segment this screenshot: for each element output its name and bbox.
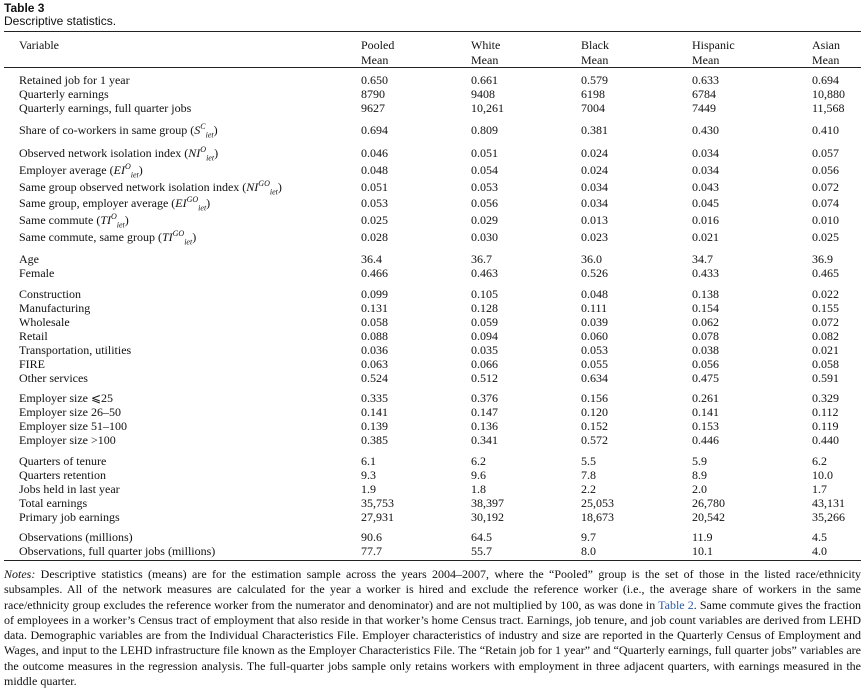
column-header-sublabel: Mean — [581, 53, 609, 67]
white-value: 36.7 — [471, 252, 492, 266]
table-row — [0, 179, 865, 197]
table-row — [0, 266, 865, 280]
row-label: Employer size 51–100 — [19, 419, 127, 433]
asian-value: 0.329 — [812, 391, 839, 405]
column-header-label: Hispanic — [692, 38, 735, 52]
table-row — [0, 162, 865, 180]
table-row — [0, 212, 865, 230]
black-value: 0.023 — [581, 230, 608, 244]
row-label: Employer average $(EI^O_{iet})$ — [19, 162, 143, 180]
pooled-value: 6.1 — [361, 454, 376, 468]
white-value: 0.066 — [471, 357, 498, 371]
table-row — [0, 229, 865, 247]
asian-value: 1.7 — [812, 482, 827, 496]
black-value: 0.152 — [581, 419, 608, 433]
pooled-value: 0.099 — [361, 287, 388, 301]
black-value: 36.0 — [581, 252, 602, 266]
math-symbol: $S^C_{iet}$ — [194, 122, 214, 140]
pooled-value: 0.048 — [361, 163, 388, 177]
row-label: Employer size ⩽25 — [19, 391, 114, 405]
pooled-value: 77.7 — [361, 544, 382, 558]
table-row — [0, 73, 865, 87]
table-caption: Descriptive statistics. — [4, 14, 117, 28]
row-label: Same group observed network isolation index $(NI^{GO}_{iet})$ — [19, 179, 282, 197]
white-value: 1.8 — [471, 482, 486, 496]
white-value: 64.5 — [471, 530, 492, 544]
asian-value: 0.057 — [812, 146, 839, 160]
white-value: 0.029 — [471, 213, 498, 227]
pooled-value: 0.650 — [361, 73, 388, 87]
hispanic-value: 0.446 — [692, 433, 719, 447]
hispanic-value: 0.633 — [692, 73, 719, 87]
row-label: Quarters retention — [19, 468, 106, 482]
white-value: 0.030 — [471, 230, 498, 244]
row-label: Quarters of tenure — [19, 454, 107, 468]
hispanic-value: 5.9 — [692, 454, 707, 468]
table-row — [0, 357, 865, 371]
column-header-sublabel: Mean — [692, 53, 720, 67]
row-label: Age — [19, 252, 39, 266]
white-value: 9.6 — [471, 468, 486, 482]
notes-text-continued: . Same commute gives the fraction of employees in a worker’s Census tract of employment that also reside in that worker’s home Census tract. Earnings, job tenure, and job count variables are derived from LEHD data. Demographic variables are from the Individual Characteristics File. Employer characteristics of industry and size are reported in the Quarterly Census of Employment and Wages, and input to the LEHD infrastructure file known as the Employer Characteristics File. The “Retain job for 1 year” and “Quarterly earnings, full quarter jobs” variables are the outcome measures in the regression analysis. The full-quarter jobs sample only retains workers with employment in three adjacent quarters, with earnings measured in the middle quarter. — [4, 597, 861, 689]
black-value: 7004 — [581, 101, 605, 115]
pooled-value: 0.036 — [361, 343, 388, 357]
notes-lead: Notes: — [4, 567, 36, 581]
column-header-black — [581, 38, 609, 68]
pooled-value: 0.051 — [361, 180, 388, 194]
table-row — [0, 433, 865, 447]
black-value: 0.156 — [581, 391, 608, 405]
black-value: 0.526 — [581, 266, 608, 280]
hispanic-value: 0.141 — [692, 405, 719, 419]
row-label: Same commute, same group $(TI^{GO}_{iet})$ — [19, 229, 197, 247]
row-label: Observed network isolation index $(NI^O_{iet})$ — [19, 145, 219, 163]
row-label: Observations, full quarter jobs (millions) — [19, 544, 216, 558]
pooled-value: 27,931 — [361, 510, 394, 524]
row-label: Construction — [19, 287, 81, 301]
pooled-value: 0.025 — [361, 213, 388, 227]
pooled-value: 8790 — [361, 87, 385, 101]
column-header-label: Black — [581, 38, 609, 52]
table-row — [0, 468, 865, 482]
table-row — [0, 301, 865, 315]
table-row — [0, 419, 865, 433]
asian-value: 0.072 — [812, 180, 839, 194]
hispanic-value: 6784 — [692, 87, 716, 101]
asian-value: 0.022 — [812, 287, 839, 301]
pooled-value: 1.9 — [361, 482, 376, 496]
asian-value: 0.155 — [812, 301, 839, 315]
table-row — [0, 530, 865, 544]
pooled-value: 0.335 — [361, 391, 388, 405]
hispanic-value: 0.016 — [692, 213, 719, 227]
white-value: 0.809 — [471, 123, 498, 137]
black-value: 0.053 — [581, 343, 608, 357]
asian-value: 10,880 — [812, 87, 845, 101]
asian-value: 0.591 — [812, 371, 839, 385]
white-value: 0.035 — [471, 343, 498, 357]
black-value: 0.060 — [581, 329, 608, 343]
white-value: 30,192 — [471, 510, 504, 524]
row-label: Total earnings — [19, 496, 88, 510]
hispanic-value: 0.475 — [692, 371, 719, 385]
column-header-pooled — [361, 38, 394, 68]
white-value: 0.056 — [471, 196, 498, 210]
white-value: 0.105 — [471, 287, 498, 301]
table-label: Table 3 — [4, 1, 45, 15]
white-value: 55.7 — [471, 544, 492, 558]
black-value: 0.034 — [581, 196, 608, 210]
asian-value: 0.465 — [812, 266, 839, 280]
black-value: 0.579 — [581, 73, 608, 87]
hispanic-value: 20,542 — [692, 510, 725, 524]
column-header-variable — [19, 38, 59, 53]
black-value: 8.0 — [581, 544, 596, 558]
pooled-value: 90.6 — [361, 530, 382, 544]
asian-value: 0.074 — [812, 196, 839, 210]
pooled-value: 0.058 — [361, 315, 388, 329]
hispanic-value: 10.1 — [692, 544, 713, 558]
column-header-label: Asian — [812, 38, 840, 52]
white-value: 0.051 — [471, 146, 498, 160]
hispanic-value: 7449 — [692, 101, 716, 115]
asian-value: 36.9 — [812, 252, 833, 266]
black-value: 0.572 — [581, 433, 608, 447]
column-header-label: Pooled — [361, 38, 395, 52]
black-value: 0.039 — [581, 315, 608, 329]
black-value: 0.120 — [581, 405, 608, 419]
hispanic-value: 34.7 — [692, 252, 713, 266]
column-header-sublabel: Mean — [471, 53, 499, 67]
math-symbol: $NI^{GO}_{iet}$ — [246, 179, 278, 197]
pooled-value: 0.063 — [361, 357, 388, 371]
hispanic-value: 0.038 — [692, 343, 719, 357]
top-rule — [4, 31, 861, 32]
asian-value: 10.0 — [812, 468, 833, 482]
row-label: Same commute $(TI^O_{iet})$ — [19, 212, 129, 230]
row-label: Wholesale — [19, 315, 70, 329]
table-row — [0, 371, 865, 385]
hispanic-value: 0.034 — [692, 163, 719, 177]
black-value: 0.024 — [581, 163, 608, 177]
asian-value: 0.021 — [812, 343, 839, 357]
column-header-label: White — [471, 38, 501, 52]
table-row — [0, 287, 865, 301]
table-row — [0, 329, 865, 343]
math-symbol: $TI^{GO}_{iet}$ — [161, 229, 193, 247]
table-row — [0, 87, 865, 101]
asian-value: 6.2 — [812, 454, 827, 468]
table-row — [0, 315, 865, 329]
pooled-value: 0.053 — [361, 196, 388, 210]
header-rule — [4, 67, 861, 68]
hispanic-value: 0.021 — [692, 230, 719, 244]
asian-value: 4.5 — [812, 530, 827, 544]
black-value: 6198 — [581, 87, 605, 101]
white-value: 6.2 — [471, 454, 486, 468]
table-row — [0, 454, 865, 468]
white-value: 0.059 — [471, 315, 498, 329]
pooled-value: 0.088 — [361, 329, 388, 343]
math-symbol: $TI^O_{iet}$ — [100, 212, 125, 230]
column-header-hispanic — [692, 38, 735, 68]
column-header-sublabel: Mean — [812, 53, 840, 67]
row-label: Female — [19, 266, 55, 280]
row-label: Same group, employer average $(EI^{GO}_{iet})$ — [19, 195, 211, 213]
pooled-value: 35,753 — [361, 496, 394, 510]
table-row — [0, 482, 865, 496]
black-value: 0.381 — [581, 123, 608, 137]
hispanic-value: 0.261 — [692, 391, 719, 405]
asian-value: 35,266 — [812, 510, 845, 524]
hispanic-value: 0.430 — [692, 123, 719, 137]
asian-value: 43,131 — [812, 496, 845, 510]
row-label: Jobs held in last year — [19, 482, 120, 496]
table-row — [0, 405, 865, 419]
asian-value: 0.082 — [812, 329, 839, 343]
hispanic-value: 0.062 — [692, 315, 719, 329]
asian-value: 0.056 — [812, 163, 839, 177]
white-value: 38,397 — [471, 496, 504, 510]
white-value: 0.376 — [471, 391, 498, 405]
pooled-value: 36.4 — [361, 252, 382, 266]
asian-value: 11,568 — [812, 101, 845, 115]
asian-value: 0.058 — [812, 357, 839, 371]
black-value: 0.024 — [581, 146, 608, 160]
table-row — [0, 544, 865, 558]
black-value: 0.048 — [581, 287, 608, 301]
asian-value: 0.072 — [812, 315, 839, 329]
black-value: 7.8 — [581, 468, 596, 482]
white-value: 0.147 — [471, 405, 498, 419]
asian-value: 0.112 — [812, 405, 839, 419]
white-value: 0.054 — [471, 163, 498, 177]
pooled-value: 0.524 — [361, 371, 388, 385]
white-value: 0.661 — [471, 73, 498, 87]
table-row — [0, 122, 865, 140]
table-row — [0, 343, 865, 357]
row-label: Employer size >100 — [19, 433, 116, 447]
white-value: 0.136 — [471, 419, 498, 433]
white-value: 9408 — [471, 87, 495, 101]
black-value: 2.2 — [581, 482, 596, 496]
asian-value: 0.440 — [812, 433, 839, 447]
row-label: FIRE — [19, 357, 46, 371]
notes-text: Descriptive statistics (means) are for the estimation sample across the years 2004–2007, where the “Pooled” group is the set of those in the listed race/ethnicity subsamples. All of the network measures are calculated for the year a worker is hired and exclude the reference worker (i.e., the average share of workers in the same race/ethnicity group excludes the reference worker from the numerator and denominator) and are not multiplied by 100, as was done in — [4, 567, 861, 612]
pooled-value: 0.028 — [361, 230, 388, 244]
row-label: Other services — [19, 371, 88, 385]
pooled-value: 0.046 — [361, 146, 388, 160]
black-value: 0.111 — [581, 301, 608, 315]
asian-value: 0.410 — [812, 123, 839, 137]
math-symbol: $NI^O_{iet}$ — [188, 145, 215, 163]
math-symbol: $EI^{GO}_{iet}$ — [175, 195, 207, 213]
black-value: 0.013 — [581, 213, 608, 227]
column-header-label: Variable — [19, 38, 59, 52]
row-label: Observations (millions) — [19, 530, 133, 544]
row-label: Share of co-workers in same group $(S^C_{iet})$ — [19, 122, 218, 140]
white-value: 0.094 — [471, 329, 498, 343]
white-value: 0.463 — [471, 266, 498, 280]
math-symbol: $EI^O_{iet}$ — [113, 162, 139, 180]
black-value: 5.5 — [581, 454, 596, 468]
hispanic-value: 0.056 — [692, 357, 719, 371]
hispanic-value: 11.9 — [692, 530, 713, 544]
pooled-value: 0.694 — [361, 123, 388, 137]
asian-value: 4.0 — [812, 544, 827, 558]
hispanic-value: 2.0 — [692, 482, 707, 496]
black-value: 25,053 — [581, 496, 614, 510]
column-header-sublabel: Mean — [361, 53, 389, 67]
hispanic-value: 0.153 — [692, 419, 719, 433]
asian-value: 0.694 — [812, 73, 839, 87]
pooled-value: 0.131 — [361, 301, 388, 315]
hispanic-value: 0.138 — [692, 287, 719, 301]
hispanic-value: 0.154 — [692, 301, 719, 315]
white-value: 0.053 — [471, 180, 498, 194]
row-label: Retained job for 1 year — [19, 73, 130, 87]
hispanic-value: 0.043 — [692, 180, 719, 194]
bottom-rule — [4, 560, 861, 561]
pooled-value: 0.139 — [361, 419, 388, 433]
row-label: Primary job earnings — [19, 510, 120, 524]
table-row — [0, 510, 865, 524]
column-header-white — [471, 38, 500, 68]
table-notes — [4, 567, 861, 689]
white-value: 10,261 — [471, 101, 504, 115]
hispanic-value: 26,780 — [692, 496, 725, 510]
pooled-value: 0.141 — [361, 405, 388, 419]
row-label: Manufacturing — [19, 301, 91, 315]
pooled-value: 0.385 — [361, 433, 388, 447]
row-label: Transportation, utilities — [19, 343, 132, 357]
row-label: Quarterly earnings — [19, 87, 109, 101]
row-label: Employer size 26–50 — [19, 405, 121, 419]
table-2-link[interactable]: Table 2 — [658, 597, 694, 612]
row-label: Retail — [19, 329, 48, 343]
table-row — [0, 145, 865, 163]
hispanic-value: 0.045 — [692, 196, 719, 210]
asian-value: 0.010 — [812, 213, 839, 227]
column-header-asian — [812, 38, 840, 68]
black-value: 0.634 — [581, 371, 608, 385]
black-value: 18,673 — [581, 510, 614, 524]
asian-value: 0.119 — [812, 419, 839, 433]
hispanic-value: 0.078 — [692, 329, 719, 343]
black-value: 9.7 — [581, 530, 596, 544]
table-row — [0, 496, 865, 510]
white-value: 0.341 — [471, 433, 498, 447]
white-value: 0.512 — [471, 371, 498, 385]
table-row — [0, 252, 865, 266]
pooled-value: 9627 — [361, 101, 385, 115]
black-value: 0.034 — [581, 180, 608, 194]
table-row — [0, 101, 865, 115]
table-row — [0, 195, 865, 213]
hispanic-value: 8.9 — [692, 468, 707, 482]
hispanic-value: 0.034 — [692, 146, 719, 160]
pooled-value: 0.466 — [361, 266, 388, 280]
table-row — [0, 391, 865, 405]
row-label: Quarterly earnings, full quarter jobs — [19, 101, 192, 115]
pooled-value: 9.3 — [361, 468, 376, 482]
asian-value: 0.025 — [812, 230, 839, 244]
black-value: 0.055 — [581, 357, 608, 371]
white-value: 0.128 — [471, 301, 498, 315]
hispanic-value: 0.433 — [692, 266, 719, 280]
